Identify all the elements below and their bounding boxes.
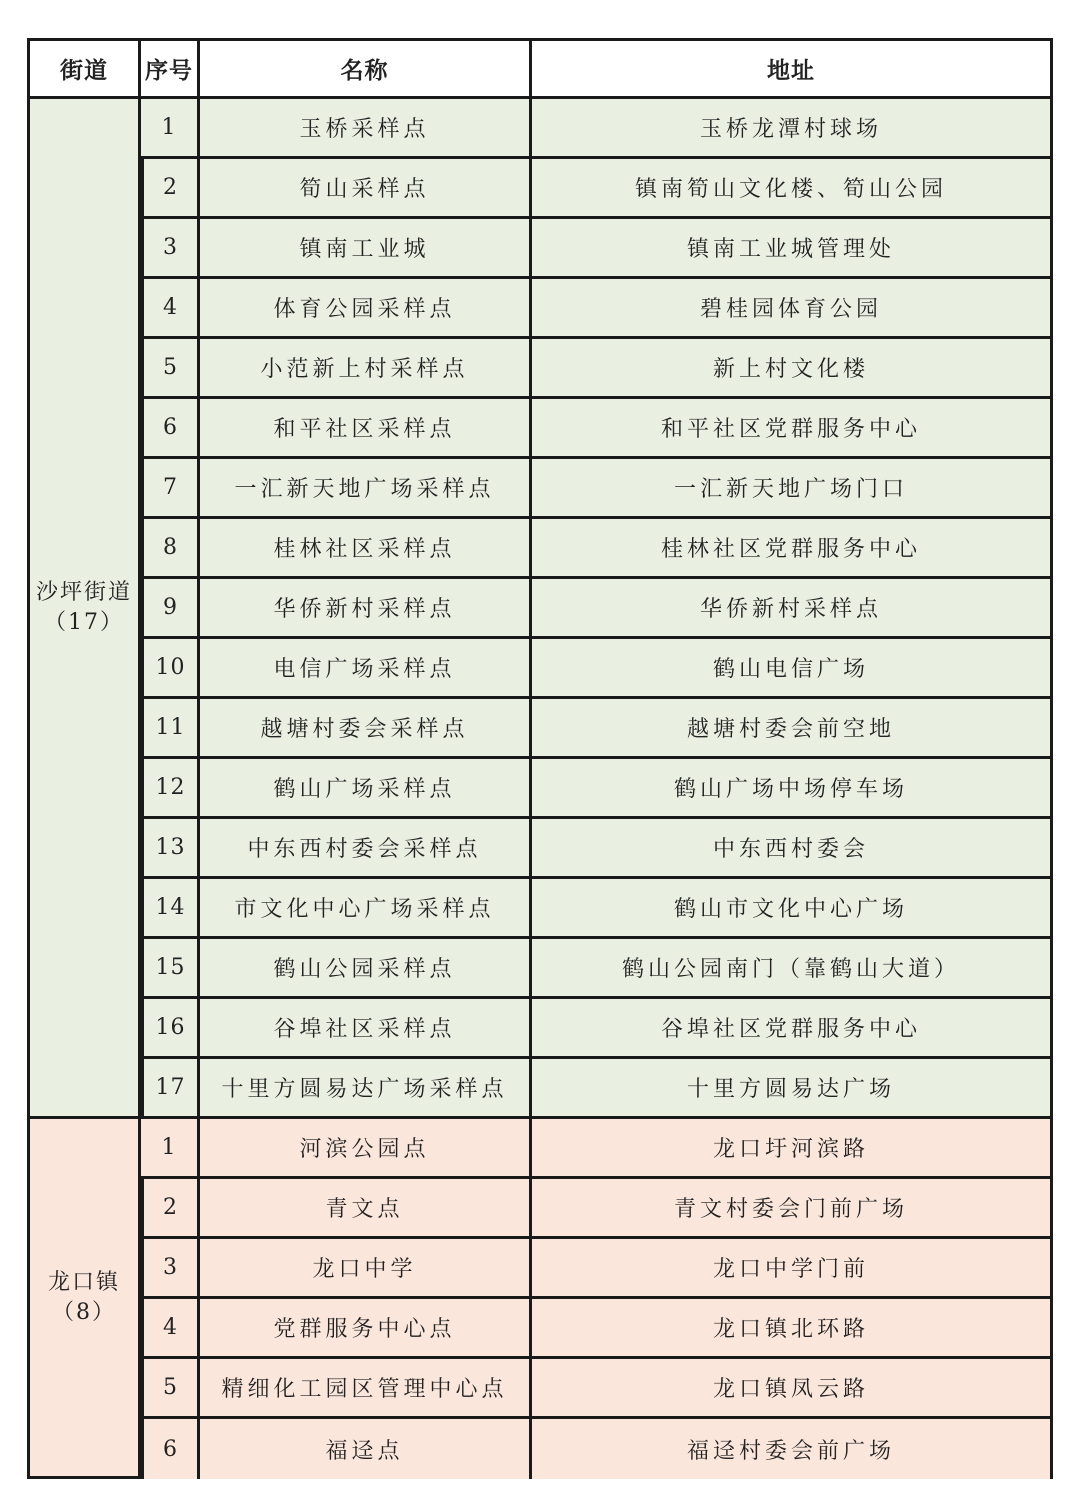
site-name: 精细化工园区管理中心点	[200, 1359, 532, 1419]
district-group-longkou	[27, 1119, 1053, 1479]
row-number: 2	[141, 159, 200, 219]
site-name: 小范新上村采样点	[200, 339, 532, 399]
district-cell	[27, 99, 141, 1119]
table-row	[27, 519, 1053, 579]
site-address: 新上村文化楼	[532, 339, 1053, 399]
site-name: 青文点	[200, 1179, 532, 1239]
site-address: 越塘村委会前空地	[532, 699, 1053, 759]
row-number: 6	[141, 399, 200, 459]
row-number: 9	[141, 579, 200, 639]
site-name: 筍山采样点	[200, 159, 532, 219]
row-number: 10	[141, 639, 200, 699]
row-number: 7	[141, 459, 200, 519]
table-row	[27, 339, 1053, 399]
row-number: 2	[141, 1179, 200, 1239]
row-number: 17	[141, 1059, 200, 1119]
site-address: 玉桥龙潭村球场	[532, 99, 1053, 159]
site-name: 福迳点	[200, 1419, 532, 1479]
site-address: 鹤山广场中场停车场	[532, 759, 1053, 819]
header-address: 地址	[532, 38, 1053, 99]
header-no: 序号	[141, 38, 200, 99]
district-cell	[27, 1119, 141, 1479]
row-number: 16	[141, 999, 200, 1059]
table-row	[27, 1059, 1053, 1119]
site-name: 龙口中学	[200, 1239, 532, 1299]
site-address: 华侨新村采样点	[532, 579, 1053, 639]
row-number: 11	[141, 699, 200, 759]
row-number: 15	[141, 939, 200, 999]
district-name: 龙口镇	[47, 1269, 120, 1295]
table-row	[27, 1299, 1053, 1359]
site-name: 鹤山广场采样点	[200, 759, 532, 819]
row-number: 3	[141, 1239, 200, 1299]
site-name: 越塘村委会采样点	[200, 699, 532, 759]
site-name: 中东西村委会采样点	[200, 819, 532, 879]
district-name: 沙坪街道	[35, 579, 132, 605]
table-row	[27, 1119, 1053, 1179]
sampling-sites-table	[27, 38, 1053, 1479]
row-number: 4	[141, 279, 200, 339]
table-row	[27, 99, 1053, 159]
row-number: 12	[141, 759, 200, 819]
row-number: 3	[141, 219, 200, 279]
row-number: 5	[141, 1359, 200, 1419]
row-number: 6	[141, 1419, 200, 1479]
site-name: 体育公园采样点	[200, 279, 532, 339]
header-name: 名称	[200, 38, 532, 99]
table-row	[27, 699, 1053, 759]
site-address: 中东西村委会	[532, 819, 1053, 879]
table-row	[27, 759, 1053, 819]
table-row	[27, 459, 1053, 519]
table-row	[27, 1239, 1053, 1299]
site-name: 桂林社区采样点	[200, 519, 532, 579]
table-row	[27, 399, 1053, 459]
row-number: 14	[141, 879, 200, 939]
site-address: 龙口镇北环路	[532, 1299, 1053, 1359]
site-address: 一汇新天地广场门口	[532, 459, 1053, 519]
site-name: 市文化中心广场采样点	[200, 879, 532, 939]
header-district: 街道	[27, 38, 141, 99]
site-name: 电信广场采样点	[200, 639, 532, 699]
site-address: 鹤山公园南门（靠鹤山大道）	[532, 939, 1053, 999]
site-address: 和平社区党群服务中心	[532, 399, 1053, 459]
site-name: 鹤山公园采样点	[200, 939, 532, 999]
table-row	[27, 279, 1053, 339]
site-address: 谷埠社区党群服务中心	[532, 999, 1053, 1059]
site-address: 桂林社区党群服务中心	[532, 519, 1053, 579]
table-row	[27, 219, 1053, 279]
site-address: 龙口中学门前	[532, 1239, 1053, 1299]
site-name: 河滨公园点	[200, 1119, 532, 1179]
table-row	[27, 1419, 1053, 1479]
row-number: 1	[141, 1119, 200, 1179]
site-name: 玉桥采样点	[200, 99, 532, 159]
table-row	[27, 159, 1053, 219]
row-number: 5	[141, 339, 200, 399]
header-row	[27, 38, 1053, 99]
site-address: 龙口圩河滨路	[532, 1119, 1053, 1179]
site-address: 龙口镇凤云路	[532, 1359, 1053, 1419]
row-number: 4	[141, 1299, 200, 1359]
site-address: 碧桂园体育公园	[532, 279, 1053, 339]
table-row	[27, 1179, 1053, 1239]
site-address: 镇南工业城管理处	[532, 219, 1053, 279]
site-address: 鹤山市文化中心广场	[532, 879, 1053, 939]
site-address: 鹤山电信广场	[532, 639, 1053, 699]
site-address: 福迳村委会前广场	[532, 1419, 1053, 1479]
table-row	[27, 879, 1053, 939]
table-row	[27, 999, 1053, 1059]
district-count: （8）	[52, 1299, 116, 1325]
district-group-shaping	[27, 99, 1053, 1119]
table-row	[27, 639, 1053, 699]
site-address: 镇南筍山文化楼、筍山公园	[532, 159, 1053, 219]
table-row	[27, 579, 1053, 639]
site-name: 党群服务中心点	[200, 1299, 532, 1359]
site-address: 青文村委会门前广场	[532, 1179, 1053, 1239]
site-name: 十里方圆易达广场采样点	[200, 1059, 532, 1119]
site-name: 华侨新村采样点	[200, 579, 532, 639]
table-row	[27, 1359, 1053, 1419]
row-number: 13	[141, 819, 200, 879]
district-count: （17）	[44, 609, 124, 635]
site-address: 十里方圆易达广场	[532, 1059, 1053, 1119]
site-name: 一汇新天地广场采样点	[200, 459, 532, 519]
table-row	[27, 939, 1053, 999]
row-number: 8	[141, 519, 200, 579]
site-name: 镇南工业城	[200, 219, 532, 279]
table-row	[27, 819, 1053, 879]
row-number: 1	[141, 99, 200, 159]
site-name: 谷埠社区采样点	[200, 999, 532, 1059]
site-name: 和平社区采样点	[200, 399, 532, 459]
